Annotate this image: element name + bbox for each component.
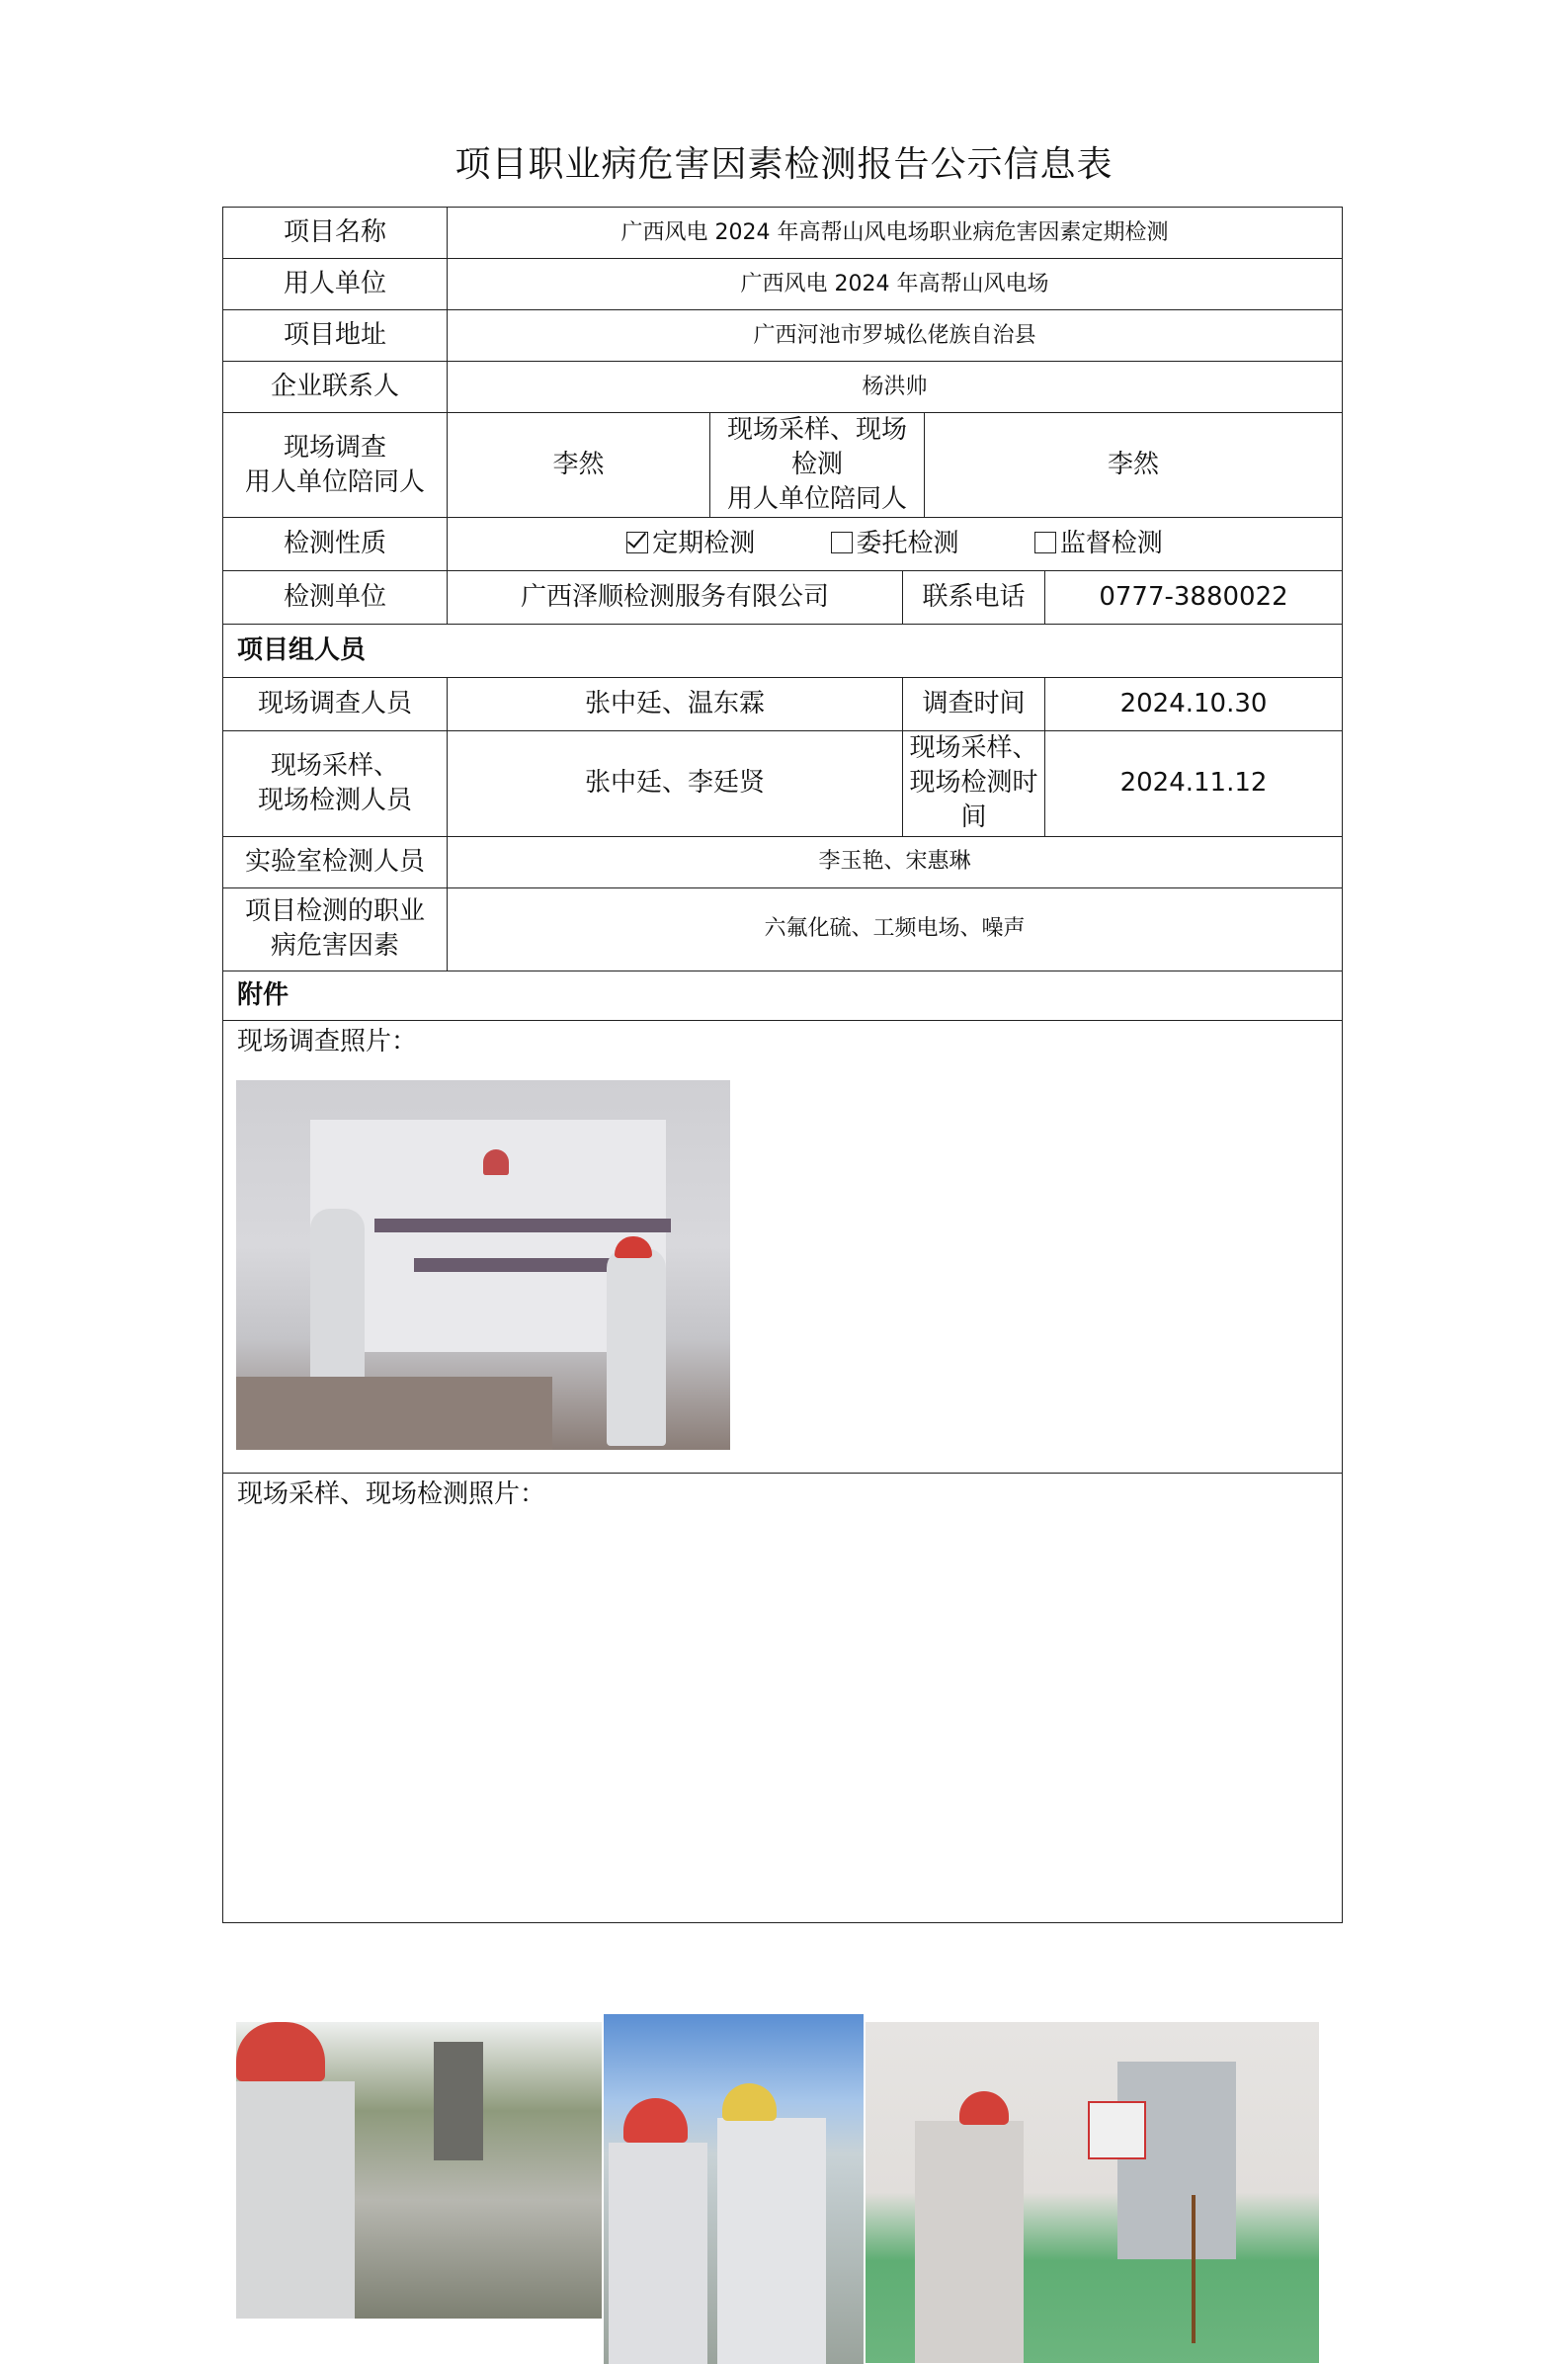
lab-value: 广西泽顺检测服务有限公司 <box>448 571 903 625</box>
survey-staff-label: 现场调查人员 <box>223 678 448 731</box>
sampling-escort-label: 现场采样、现场检测 用人单位陪同人 <box>710 413 925 518</box>
phone-value: 0777-3880022 <box>1045 571 1343 625</box>
checkbox-empty-icon[interactable] <box>831 532 853 553</box>
sampling-time-label: 现场采样、 现场检测时间 <box>903 731 1045 836</box>
survey-escort-value: 李然 <box>448 413 710 518</box>
photo-tripod <box>1192 2195 1196 2343</box>
contact-label: 企业联系人 <box>223 362 448 413</box>
photo-person <box>236 2081 355 2319</box>
hard-hat-icon <box>623 2098 688 2143</box>
option-entrusted-label: 委托检测 <box>856 529 959 559</box>
team-header: 项目组人员 <box>223 625 1343 678</box>
employer-label: 用人单位 <box>223 259 448 310</box>
factors-label: 项目检测的职业 病危害因素 <box>223 887 448 971</box>
checkbox-empty-icon[interactable] <box>1034 532 1056 553</box>
lab-staff-label: 实验室检测人员 <box>223 836 448 887</box>
nature-label: 检测性质 <box>223 518 448 571</box>
page-title: 项目职业病危害因素检测报告公示信息表 <box>454 144 1114 185</box>
lab-staff-value: 李玉艳、宋惠琳 <box>448 836 1343 887</box>
sampling-photos-label: 现场采样、现场检测照片： <box>237 1478 546 1509</box>
lab-label: 检测单位 <box>223 571 448 625</box>
option-periodic[interactable] <box>626 527 755 561</box>
sampling-photos-cell <box>223 1473 1343 1922</box>
warning-sign-icon <box>1088 2101 1146 2159</box>
option-entrusted[interactable] <box>831 527 959 561</box>
hard-hat-icon <box>236 2022 325 2081</box>
project-name-label: 项目名称 <box>223 208 448 259</box>
survey-time-value: 2024.10.30 <box>1045 678 1343 731</box>
photo-sign-company <box>374 1219 671 1232</box>
employer-value: 广西风电 2024 年高帮山风电场 <box>448 259 1343 310</box>
sampling-staff-value: 张中廷、李廷贤 <box>448 731 903 836</box>
photo-person <box>607 1248 666 1446</box>
option-supervisory[interactable] <box>1034 527 1163 561</box>
survey-time-label: 调查时间 <box>903 678 1045 731</box>
survey-photo <box>236 1080 730 1450</box>
photo-sign-plant <box>414 1258 612 1272</box>
photo-equipment <box>434 2042 483 2160</box>
survey-escort-label: 现场调查 用人单位陪同人 <box>223 413 448 518</box>
info-table <box>222 207 1343 1923</box>
option-periodic-label: 定期检测 <box>652 529 756 559</box>
photo-person <box>915 2121 1024 2363</box>
sampling-escort-value: 李然 <box>925 413 1343 518</box>
photo-person <box>310 1209 365 1387</box>
sampling-photo-3 <box>866 2022 1319 2363</box>
factors-value: 六氟化硫、工频电场、噪声 <box>448 887 1343 971</box>
address-label: 项目地址 <box>223 310 448 362</box>
photo-table <box>236 1377 552 1450</box>
photo-person <box>717 2118 826 2364</box>
photo-person <box>609 2143 707 2364</box>
survey-photos-label: 现场调查照片： <box>237 1026 418 1056</box>
option-supervisory-label: 监督检测 <box>1059 529 1163 559</box>
sampling-staff-label: 现场采样、 现场检测人员 <box>223 731 448 836</box>
company-logo-icon <box>483 1149 509 1175</box>
survey-photos-cell <box>223 1020 1343 1473</box>
sampling-photo-2 <box>604 2014 864 2364</box>
address-value: 广西河池市罗城仫佬族自治县 <box>448 310 1343 362</box>
hard-hat-icon <box>959 2091 1009 2125</box>
attachments-header: 附件 <box>223 971 1343 1020</box>
hard-hat-icon <box>722 2083 777 2121</box>
nature-options <box>448 518 1343 571</box>
sampling-time-value: 2024.11.12 <box>1045 731 1343 836</box>
survey-staff-value: 张中廷、温东霖 <box>448 678 903 731</box>
photo-cabinet <box>1117 2062 1236 2259</box>
contact-value: 杨洪帅 <box>448 362 1343 413</box>
project-name-value: 广西风电 2024 年高帮山风电场职业病危害因素定期检测 <box>448 208 1343 259</box>
checkbox-checked-icon[interactable] <box>626 532 648 553</box>
phone-label: 联系电话 <box>903 571 1045 625</box>
sampling-photo-1 <box>236 2022 602 2319</box>
